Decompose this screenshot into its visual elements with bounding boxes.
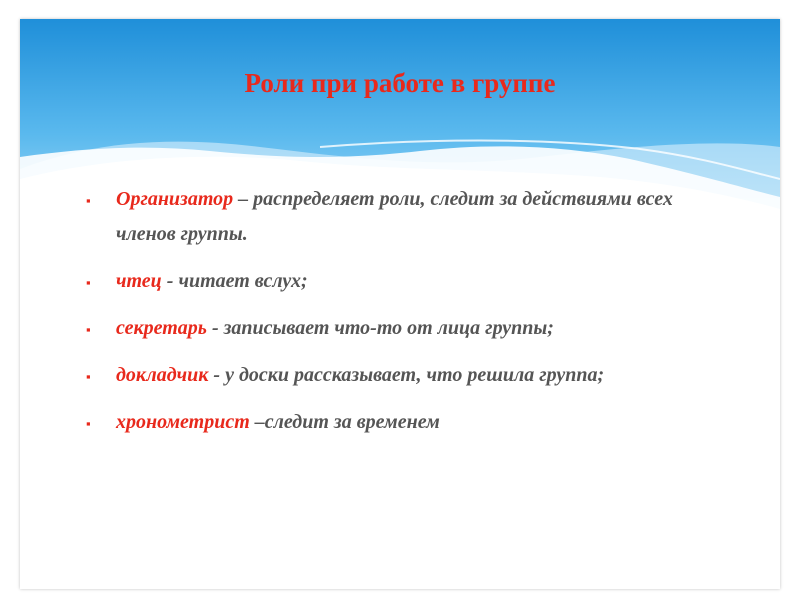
role-description: –следит за временем xyxy=(249,411,440,433)
role-item xyxy=(86,264,736,299)
role-description: - записывает что-то от лица группы; xyxy=(206,317,554,339)
role-item xyxy=(86,358,736,393)
role-item xyxy=(86,311,736,346)
role-term: докладчик xyxy=(116,364,209,386)
bullet-icon: ▪ xyxy=(86,193,91,208)
slide xyxy=(20,19,780,589)
bullet-icon: ▪ xyxy=(86,416,91,431)
role-description: – распределяет роли, следит за действиями всех членов группы. xyxy=(116,188,673,245)
roles-list xyxy=(86,182,736,452)
role-item xyxy=(86,182,736,252)
bullet-icon: ▪ xyxy=(86,322,91,337)
slide-title: Роли при работе в группе xyxy=(244,68,556,98)
role-term: секретарь xyxy=(116,317,207,339)
role-term: Организатор xyxy=(116,188,234,210)
role-description: - у доски рассказывает, что решила группа; xyxy=(208,364,605,386)
role-term: хронометрист xyxy=(116,411,250,433)
role-item xyxy=(86,405,736,440)
role-description: - читает вслух; xyxy=(161,270,308,292)
bullet-icon: ▪ xyxy=(86,369,91,384)
bullet-icon: ▪ xyxy=(86,275,91,290)
role-term: чтец xyxy=(116,270,162,292)
